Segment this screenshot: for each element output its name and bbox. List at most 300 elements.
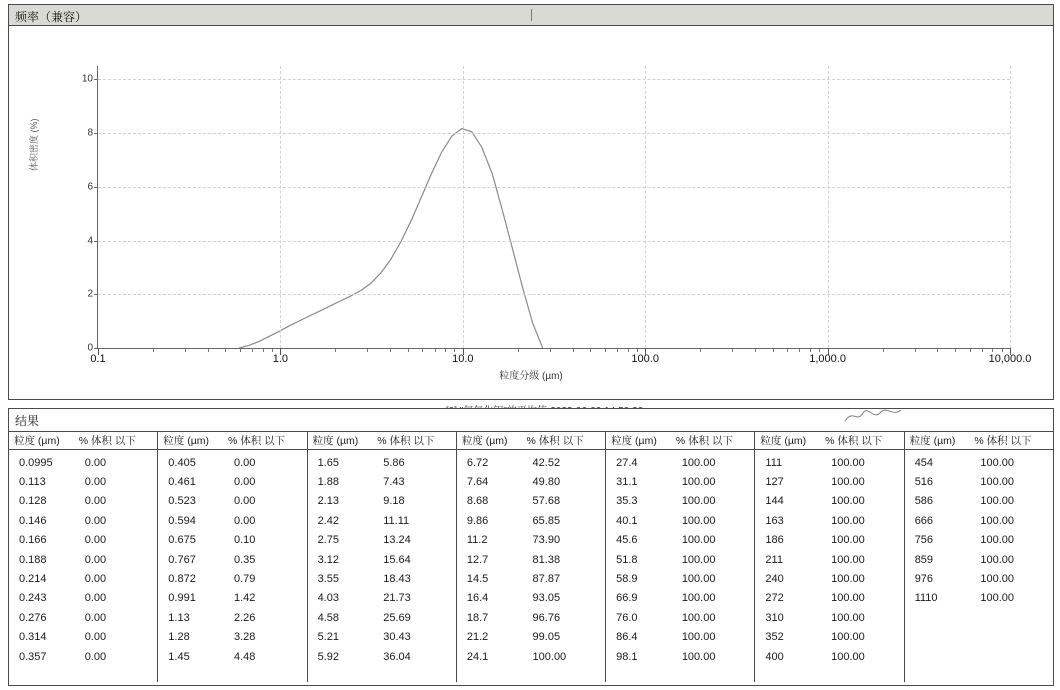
cell-size: 0.991 — [168, 592, 196, 605]
title-bar-handle[interactable] — [531, 9, 532, 21]
cell-volume-under: 0.10 — [233, 534, 256, 547]
cell-volume-under: 100.00 — [980, 495, 1015, 508]
cell-size: 6.72 — [466, 456, 489, 469]
cell-volume-under: 100.00 — [980, 476, 1015, 489]
cell-size: 45.6 — [616, 534, 638, 547]
cell-size: 127 — [765, 476, 784, 489]
cell-size: 58.9 — [616, 573, 638, 586]
cell-volume-under: 93.05 — [532, 592, 561, 605]
cell-volume-under: 49.80 — [532, 476, 561, 489]
results-rows — [308, 450, 456, 666]
cell-size: 352 — [765, 631, 784, 644]
table-row — [606, 569, 754, 588]
cell-size: 586 — [914, 495, 934, 508]
table-row — [308, 550, 456, 569]
x-minor-tick — [263, 348, 264, 352]
table-row — [905, 589, 1053, 608]
cell-size: 0.243 — [19, 592, 47, 605]
cell-size: 7.64 — [466, 476, 489, 489]
header-size: 粒度 (µm) — [312, 435, 359, 447]
cell-size: 2.42 — [317, 514, 339, 527]
y-tick-mark — [94, 294, 98, 295]
results-rows — [606, 450, 754, 666]
table-row — [158, 589, 306, 608]
table-row — [905, 492, 1053, 511]
cell-size: 211 — [765, 553, 783, 566]
header-size: 粒度 (µm) — [14, 435, 60, 447]
x-minor-tick — [208, 348, 209, 352]
cell-size: 98.1 — [616, 650, 638, 663]
x-tick-label: 0.1 — [90, 353, 106, 365]
cell-size: 24.1 — [466, 650, 489, 663]
table-row — [158, 647, 306, 666]
results-rows — [755, 450, 903, 666]
x-minor-tick — [272, 348, 273, 352]
cell-volume-under: 1.42 — [233, 592, 256, 605]
x-minor-tick — [335, 348, 336, 352]
results-panel — [8, 408, 1054, 686]
table-row — [308, 472, 456, 491]
cell-size: 666 — [914, 514, 934, 527]
cell-size: 66.9 — [616, 592, 638, 605]
table-row — [905, 550, 1053, 569]
cell-volume-under: 0.00 — [84, 534, 107, 547]
y-tick-label: 10 — [81, 73, 93, 85]
cell-volume-under: 21.73 — [383, 592, 411, 605]
cell-size: 18.7 — [466, 611, 489, 624]
cell-volume-under: 100.00 — [681, 534, 716, 547]
cell-size: 35.3 — [616, 495, 638, 508]
cell-volume-under: 100.00 — [831, 631, 865, 644]
cell-size: 756 — [914, 534, 934, 547]
cell-size: 40.1 — [616, 514, 638, 527]
table-row — [755, 511, 903, 530]
cell-volume-under: 99.05 — [532, 631, 561, 644]
table-row — [755, 453, 903, 472]
cell-size: 0.188 — [19, 553, 47, 566]
cell-size: 5.21 — [317, 631, 339, 644]
cell-volume-under: 100.00 — [980, 456, 1015, 469]
table-row — [457, 511, 605, 530]
cell-volume-under: 0.00 — [84, 553, 107, 566]
cell-volume-under: 100.00 — [831, 611, 865, 624]
y-gridline — [98, 294, 1010, 295]
cell-volume-under: 0.00 — [233, 495, 256, 508]
x-gridline — [1010, 66, 1011, 348]
cell-size: 14.5 — [466, 573, 489, 586]
cell-volume-under: 0.00 — [84, 611, 107, 624]
results-rows — [9, 450, 157, 666]
table-row — [9, 511, 157, 530]
cell-volume-under: 100.00 — [831, 573, 865, 586]
cell-volume-under: 100.00 — [681, 456, 716, 469]
cell-size: 0.113 — [19, 476, 46, 489]
cell-volume-under: 96.76 — [532, 611, 561, 624]
y-gridline — [98, 79, 1010, 80]
cell-size: 0.405 — [168, 456, 196, 469]
y-tick-label: 2 — [87, 288, 93, 300]
cell-volume-under: 9.18 — [383, 495, 405, 508]
cell-size: 1.13 — [168, 611, 190, 624]
cell-size: 76.0 — [616, 611, 638, 624]
x-axis-label: 粒度分级 (µm) — [499, 371, 563, 382]
table-row — [158, 608, 306, 627]
x-minor-tick — [252, 348, 253, 352]
results-column-header — [9, 432, 157, 450]
table-row — [457, 589, 605, 608]
x-minor-tick — [700, 348, 701, 352]
cell-volume-under: 81.38 — [532, 553, 561, 566]
table-row — [158, 511, 306, 530]
table-row — [755, 647, 903, 666]
cell-size: 0.461 — [168, 476, 196, 489]
results-column-header — [905, 432, 1053, 450]
table-row — [457, 472, 605, 491]
table-row — [457, 569, 605, 588]
y-gridline — [98, 348, 1010, 349]
y-tick-mark — [94, 187, 98, 188]
results-rows — [457, 450, 605, 666]
x-minor-tick — [970, 348, 971, 352]
cell-size: 27.4 — [616, 456, 638, 469]
cell-volume-under: 100.00 — [831, 495, 865, 508]
cell-volume-under: 3.28 — [233, 631, 256, 644]
results-column-header — [158, 432, 306, 450]
x-minor-tick — [787, 348, 788, 352]
x-minor-tick — [992, 348, 993, 352]
cell-volume-under: 100.00 — [831, 476, 865, 489]
cell-volume-under: 0.00 — [233, 456, 256, 469]
table-row — [9, 647, 157, 666]
cell-volume-under: 100.00 — [681, 553, 716, 566]
y-tick-label: 6 — [87, 181, 93, 193]
x-minor-tick — [915, 348, 916, 352]
cell-size: 144 — [765, 495, 784, 508]
cell-size: 0.166 — [19, 534, 47, 547]
results-rows — [905, 450, 1053, 608]
table-row — [606, 608, 754, 627]
x-minor-tick — [732, 348, 733, 352]
results-column-header — [457, 432, 605, 450]
header-volume-under: % 体积 以下 — [974, 435, 1032, 447]
table-row — [9, 628, 157, 647]
x-minor-tick — [185, 348, 186, 352]
cell-size: 1.28 — [168, 631, 190, 644]
cell-volume-under: 0.00 — [84, 514, 107, 527]
cell-volume-under: 0.35 — [233, 553, 256, 566]
cell-size: 3.12 — [317, 553, 339, 566]
cell-volume-under: 5.86 — [383, 456, 405, 469]
cell-volume-under: 18.43 — [383, 573, 411, 586]
header-volume-under: % 体积 以下 — [227, 435, 286, 447]
table-row — [308, 492, 456, 511]
cell-volume-under: 42.52 — [532, 456, 561, 469]
cell-volume-under: 100.00 — [831, 534, 865, 547]
y-gridline — [98, 133, 1010, 134]
table-row — [158, 628, 306, 647]
table-row — [308, 628, 456, 647]
cell-volume-under: 0.00 — [84, 456, 107, 469]
results-rows — [158, 450, 306, 666]
table-row — [308, 511, 456, 530]
cell-volume-under: 100.00 — [831, 456, 865, 469]
table-row — [606, 589, 754, 608]
x-minor-tick — [982, 348, 983, 352]
cell-volume-under: 100.00 — [831, 553, 865, 566]
table-row — [905, 472, 1053, 491]
cell-size: 240 — [765, 573, 784, 586]
results-column — [905, 432, 1053, 682]
x-minor-tick — [605, 348, 606, 352]
table-row — [9, 608, 157, 627]
table-row — [755, 492, 903, 511]
table-row — [308, 453, 456, 472]
cell-size: 111 — [765, 456, 783, 469]
table-row — [606, 511, 754, 530]
x-minor-tick — [628, 348, 629, 352]
x-tick-label: 100.0 — [631, 353, 659, 365]
cell-size: 1.88 — [317, 476, 339, 489]
results-column — [755, 432, 904, 682]
cell-size: 0.128 — [19, 495, 47, 508]
x-minor-tick — [810, 348, 811, 352]
table-row — [308, 531, 456, 550]
x-minor-tick — [408, 348, 409, 352]
cell-volume-under: 100.00 — [831, 514, 865, 527]
header-volume-under: % 体积 以下 — [78, 435, 136, 447]
results-column — [9, 432, 158, 682]
cell-volume-under: 100.00 — [980, 553, 1015, 566]
results-column — [158, 432, 307, 682]
x-tick-label: 1.0 — [272, 353, 289, 365]
table-row — [606, 628, 754, 647]
cell-size: 310 — [765, 611, 784, 624]
cell-volume-under: 0.00 — [84, 573, 107, 586]
table-row — [457, 647, 605, 666]
cell-size: 0.276 — [19, 611, 47, 624]
table-row — [457, 531, 605, 550]
plot-area — [9, 26, 1053, 398]
table-row — [308, 647, 456, 666]
cell-volume-under: 100.00 — [681, 573, 716, 586]
x-minor-tick — [937, 348, 938, 352]
cell-volume-under: 100.00 — [681, 611, 716, 624]
table-row — [308, 569, 456, 588]
table-row — [755, 550, 903, 569]
results-column — [308, 432, 457, 682]
cell-size: 0.314 — [19, 631, 47, 644]
results-columns — [9, 432, 1053, 682]
cell-volume-under: 25.69 — [383, 611, 411, 624]
cell-size: 0.767 — [168, 553, 196, 566]
table-row — [158, 453, 306, 472]
cell-size: 51.8 — [616, 553, 638, 566]
cell-size: 516 — [914, 476, 934, 489]
table-row — [308, 608, 456, 627]
table-row — [905, 511, 1053, 530]
cell-volume-under: 100.00 — [681, 631, 716, 644]
table-row — [905, 453, 1053, 472]
cell-volume-under: 0.00 — [84, 476, 107, 489]
results-title: 结果 — [9, 409, 1053, 432]
x-minor-tick — [390, 348, 391, 352]
cell-size: 8.68 — [466, 495, 489, 508]
x-minor-tick — [153, 348, 154, 352]
cell-size: 400 — [765, 650, 784, 663]
header-size: 粒度 (µm) — [461, 435, 508, 447]
cell-volume-under: 30.43 — [383, 631, 411, 644]
cell-size: 186 — [765, 534, 784, 547]
cell-volume-under: 0.00 — [233, 514, 256, 527]
table-row — [457, 608, 605, 627]
table-row — [755, 589, 903, 608]
cell-volume-under: 73.90 — [532, 534, 561, 547]
y-gridline — [98, 241, 1010, 242]
cell-size: 0.146 — [19, 514, 47, 527]
x-minor-tick — [1002, 348, 1003, 352]
cell-volume-under: 100.00 — [980, 514, 1015, 527]
table-row — [308, 589, 456, 608]
cell-size: 16.4 — [466, 592, 489, 605]
cell-size: 1.65 — [317, 456, 339, 469]
table-row — [905, 569, 1053, 588]
table-row — [606, 472, 754, 491]
x-minor-tick — [435, 348, 436, 352]
x-minor-tick — [518, 348, 519, 352]
header-volume-under: % 体积 以下 — [377, 435, 435, 447]
cell-size: 4.58 — [317, 611, 339, 624]
cell-volume-under: 100.00 — [980, 573, 1015, 586]
header-size: 粒度 (µm) — [760, 435, 807, 447]
table-row — [457, 492, 605, 511]
x-minor-tick — [367, 348, 368, 352]
distribution-curve — [98, 66, 1010, 348]
table-row — [755, 472, 903, 491]
x-minor-tick — [955, 348, 956, 352]
y-gridline — [98, 187, 1010, 188]
x-minor-tick — [590, 348, 591, 352]
chart-axes — [81, 66, 1032, 365]
table-row — [606, 647, 754, 666]
results-column-header — [606, 432, 754, 450]
cell-volume-under: 0.00 — [84, 650, 107, 663]
x-tick-label: 1,000.0 — [809, 353, 846, 365]
header-volume-under: % 体积 以下 — [526, 435, 584, 447]
table-row — [9, 453, 157, 472]
cell-volume-under: 100.00 — [980, 534, 1015, 547]
cell-volume-under: 87.87 — [532, 573, 561, 586]
x-minor-tick — [550, 348, 551, 352]
cell-volume-under: 7.43 — [383, 476, 405, 489]
cell-size: 1110 — [914, 592, 938, 605]
cell-volume-under: 0.79 — [233, 573, 256, 586]
x-minor-tick — [799, 348, 800, 352]
x-minor-tick — [454, 348, 455, 352]
table-row — [158, 472, 306, 491]
table-row — [457, 550, 605, 569]
table-row — [755, 569, 903, 588]
x-minor-tick — [883, 348, 884, 352]
cell-size: 9.86 — [466, 514, 489, 527]
x-minor-tick — [445, 348, 446, 352]
table-row — [158, 531, 306, 550]
chart-title: 频率（兼容） — [15, 10, 88, 24]
x-minor-tick — [422, 348, 423, 352]
cell-volume-under: 100.00 — [532, 650, 567, 663]
y-tick-mark — [94, 133, 98, 134]
results-column — [606, 432, 755, 682]
x-minor-tick — [225, 348, 226, 352]
y-tick-label: 0 — [87, 342, 93, 354]
table-row — [9, 472, 157, 491]
cell-size: 2.75 — [317, 534, 339, 547]
table-row — [755, 628, 903, 647]
x-minor-tick — [773, 348, 774, 352]
header-size: 粒度 (µm) — [163, 435, 209, 447]
cell-size: 12.7 — [466, 553, 489, 566]
x-gridline — [828, 66, 829, 348]
x-gridline — [645, 66, 646, 348]
cell-volume-under: 57.68 — [532, 495, 561, 508]
cell-volume-under: 11.11 — [383, 514, 410, 527]
y-tick-mark — [94, 241, 98, 242]
table-row — [755, 531, 903, 550]
cell-size: 976 — [914, 573, 934, 586]
table-row — [158, 569, 306, 588]
x-minor-tick — [819, 348, 820, 352]
cell-volume-under: 36.04 — [383, 650, 411, 663]
cell-size: 859 — [914, 553, 934, 566]
x-minor-tick — [240, 348, 241, 352]
x-minor-tick — [637, 348, 638, 352]
cell-volume-under: 100.00 — [681, 495, 716, 508]
cell-size: 86.4 — [616, 631, 638, 644]
cell-size: 0.357 — [19, 650, 47, 663]
y-tick-mark — [94, 79, 98, 80]
cell-volume-under: 100.00 — [681, 476, 716, 489]
cell-size: 0.0995 — [19, 456, 53, 469]
header-volume-under: % 体积 以下 — [825, 435, 883, 447]
x-tick-label: 10.0 — [452, 353, 474, 365]
table-row — [457, 453, 605, 472]
y-axis-label: 体积密度 (%) — [29, 118, 39, 171]
table-row — [9, 531, 157, 550]
header-volume-under: % 体积 以下 — [675, 435, 733, 447]
cell-size: 2.13 — [317, 495, 339, 508]
cell-volume-under: 15.64 — [383, 553, 411, 566]
cell-size: 0.872 — [168, 573, 196, 586]
table-row — [905, 531, 1053, 550]
cell-volume-under: 100.00 — [681, 514, 716, 527]
table-row — [158, 492, 306, 511]
cell-size: 454 — [914, 456, 934, 469]
cell-size: 272 — [765, 592, 784, 605]
cell-volume-under: 0.00 — [233, 476, 256, 489]
cell-volume-under: 0.00 — [84, 631, 107, 644]
frequency-chart-panel — [8, 4, 1054, 400]
table-row — [755, 608, 903, 627]
cell-size: 5.92 — [317, 650, 339, 663]
table-row — [606, 531, 754, 550]
x-minor-tick — [617, 348, 618, 352]
cell-volume-under: 0.00 — [84, 592, 107, 605]
cell-size: 21.2 — [466, 631, 489, 644]
table-row — [606, 453, 754, 472]
cell-size: 0.675 — [168, 534, 196, 547]
x-tick-label: 10,000.0 — [988, 353, 1032, 365]
x-gridline — [280, 66, 281, 348]
cell-size: 3.55 — [317, 573, 339, 586]
